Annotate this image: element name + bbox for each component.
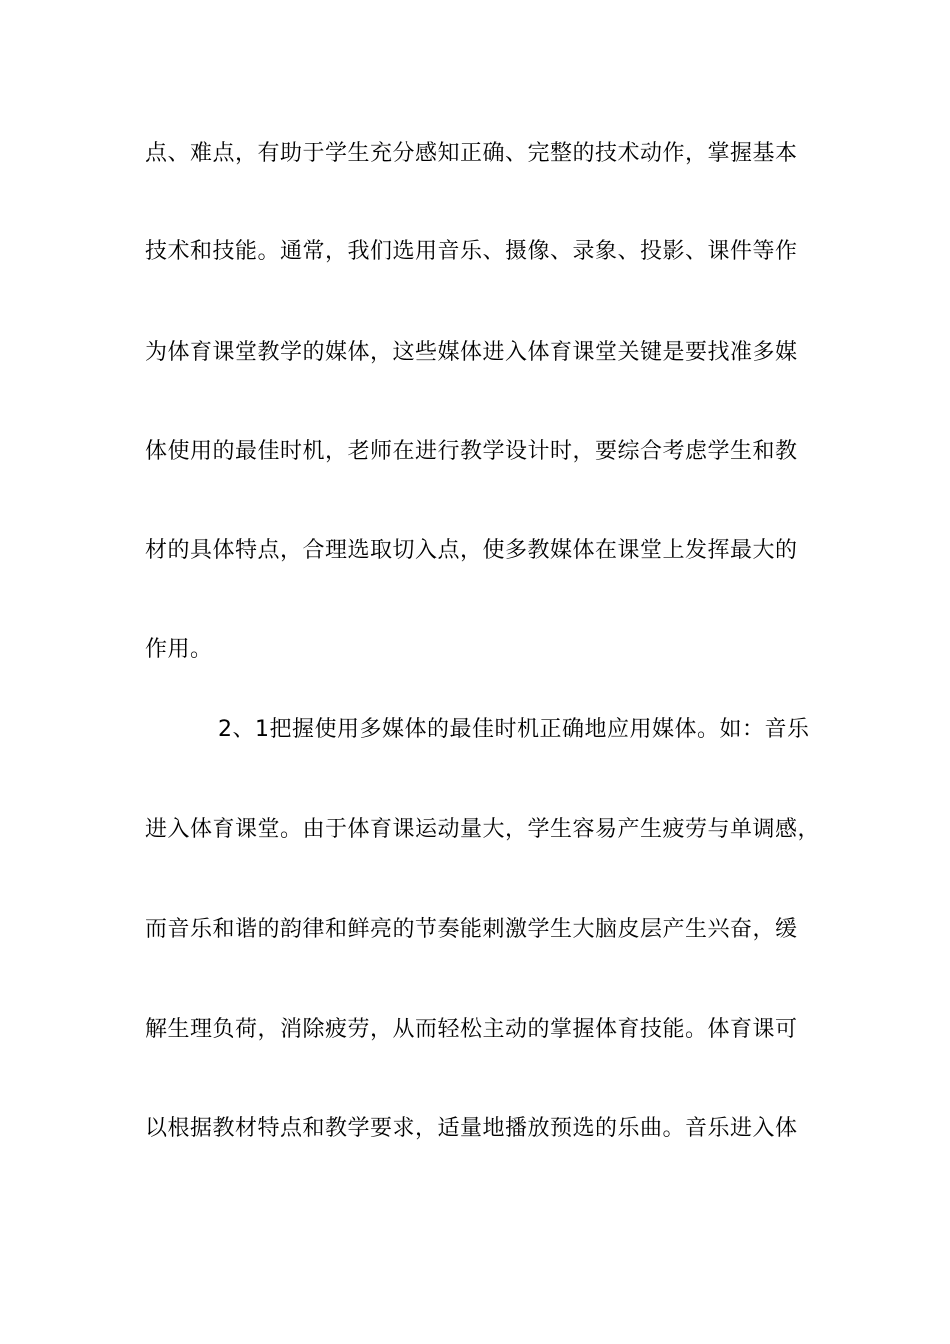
text-line: 点、难点，有助于学生充分感知正确、完整的技术动作，掌握基本 [145, 141, 798, 166]
text-line: 材的具体特点，合理选取切入点，使多教媒体在课堂上发挥最大的 [145, 538, 798, 563]
text-line: 为体育课堂教学的媒体，这些媒体进入体育课堂关键是要找准多媒 [145, 340, 798, 365]
text-line: 进入体育课堂。由于体育课运动量大，学生容易产生疲劳与单调感， [145, 817, 821, 842]
text-line: 体使用的最佳时机，老师在进行教学设计时，要综合考虑学生和教 [145, 439, 798, 464]
text-line: 技术和技能。通常，我们选用音乐、摄像、录象、投影、课件等作 [145, 239, 798, 264]
text-line: 而音乐和谐的韵律和鲜亮的节奏能刺激学生大脑皮层产生兴奋，缓 [145, 917, 798, 942]
text-line: 以根据教材特点和教学要求，适量地播放预选的乐曲。音乐进入体 [145, 1116, 798, 1141]
paragraph-start-line: 2、1把握使用多媒体的最佳时机正确地应用媒体。如：音乐 [218, 717, 810, 742]
text-line: 作用。 [145, 637, 213, 662]
text-line: 解生理负荷，消除疲劳，从而轻松主动的掌握体育技能。体育课可 [145, 1017, 798, 1042]
